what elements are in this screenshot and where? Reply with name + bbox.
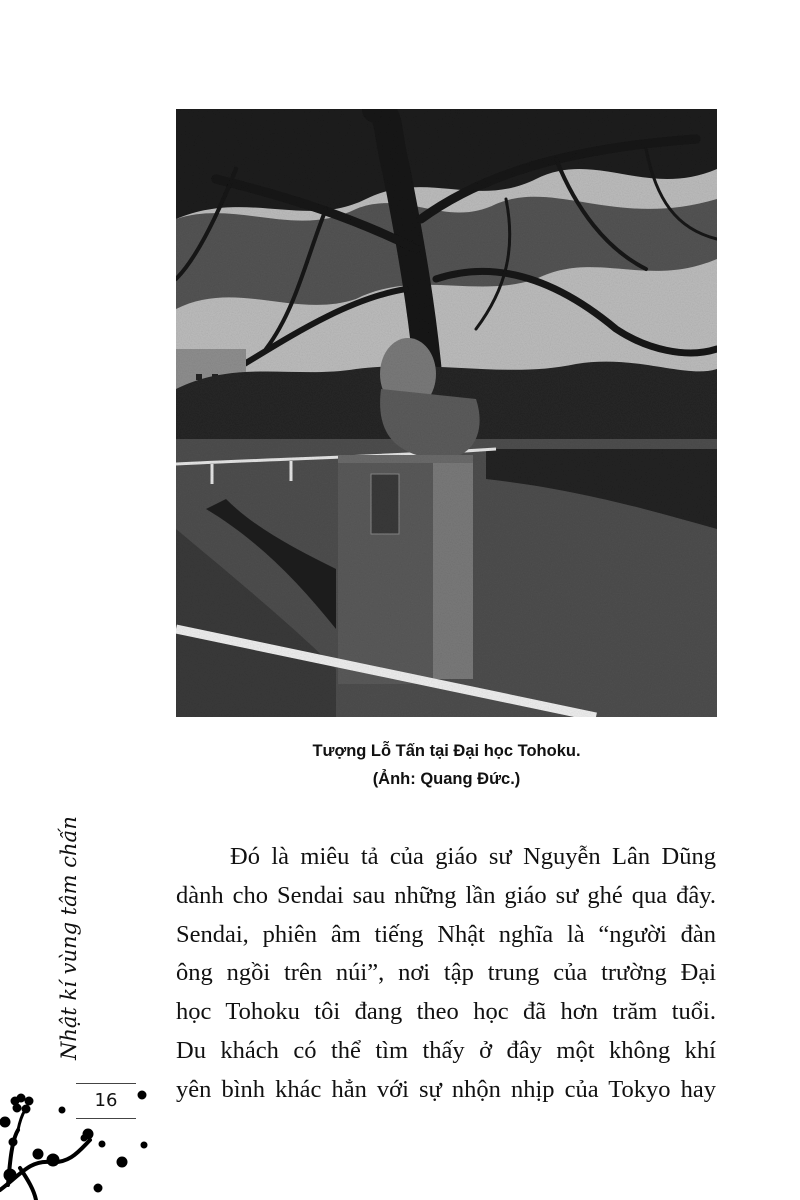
photo-illustration (176, 109, 717, 717)
body-line: học Tohoku tôi đang theo học đã hơn trăm tuổi. (176, 998, 716, 1026)
caption-credit: (Ảnh: Quang Đức.) (372, 770, 521, 788)
body-line: yên bình khác hẳn với sự nhộn nhịp của Tokyo hay (176, 1075, 716, 1103)
running-title: Nhật kí vùng tâm chấn (57, 816, 81, 1060)
plum-blossom-branch-icon (0, 1090, 160, 1200)
body-line: dành cho Sendai sau những lần giáo sư ghé qua đây. (176, 881, 716, 909)
body-line: ông ngồi trên núi”, nơi tập trung của trường Đại (176, 959, 716, 987)
page-number: 16 (94, 1090, 118, 1111)
body-line: Sendai, phiên âm tiếng Nhật nghĩa là “người đàn (176, 920, 716, 948)
photo-caption (176, 737, 717, 793)
caption-title: Tượng Lỗ Tấn tại Đại học Tohoku. (312, 742, 581, 760)
body-paragraph (176, 838, 716, 1110)
body-line: Du khách có thể tìm thấy ở đây một không khí (176, 1036, 716, 1064)
body-line: Đó là miêu tả của giáo sư Nguyễn Lân Dũng (230, 843, 716, 870)
statue-photo (176, 109, 717, 717)
